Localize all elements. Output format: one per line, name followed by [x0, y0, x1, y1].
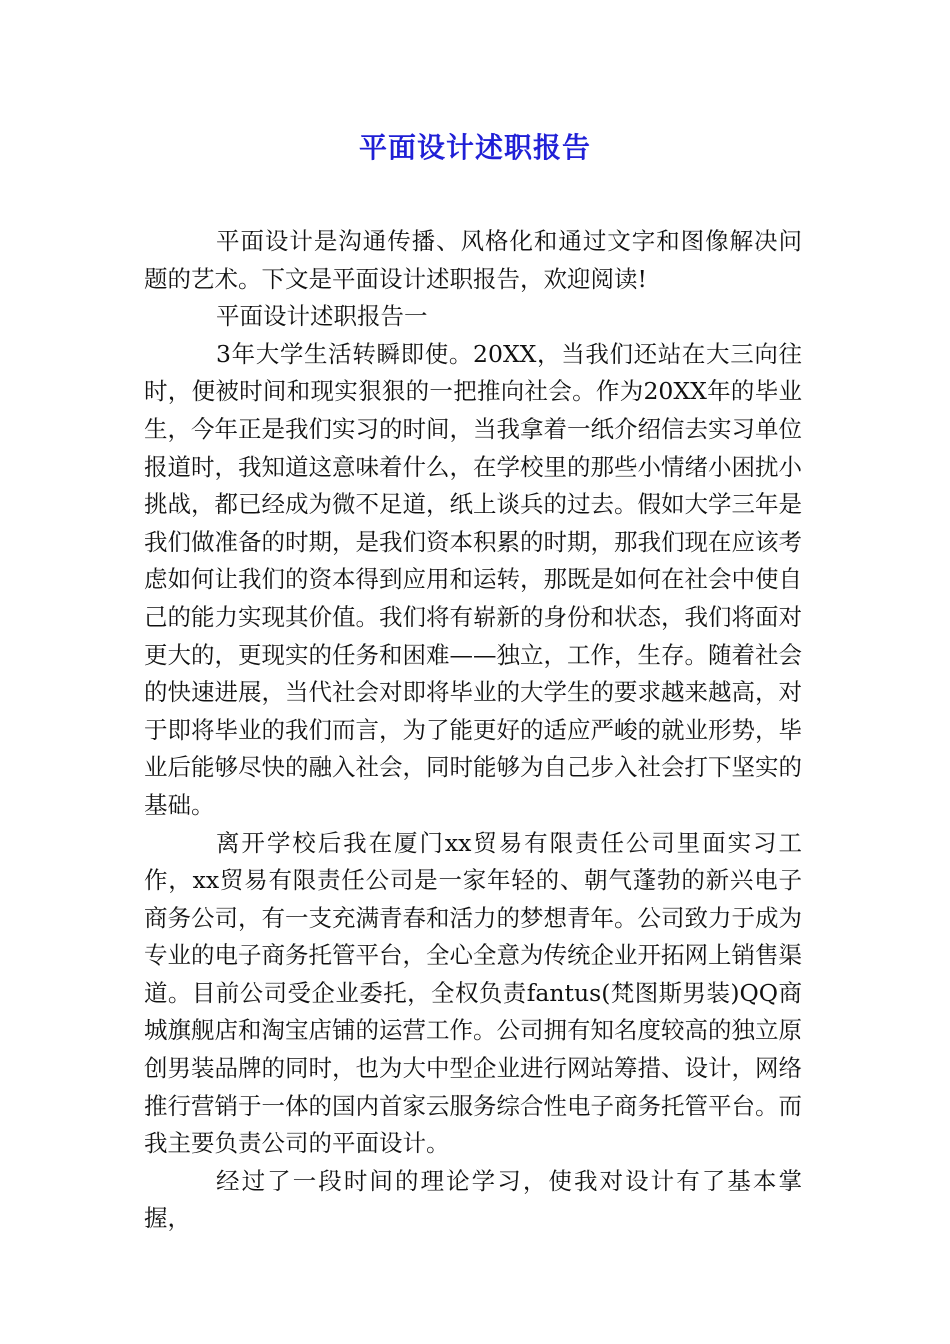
paragraph-company: 离开学校后我在厦门xx贸易有限责任公司里面实习工作，xx贸易有限责任公司是一家年轻的、朝气蓬勃的新兴电子商务公司，有一支充满青春和活力的梦想青年。公司致力于成为专业的电子商务托管平台，全心全意为传统企业开拓网上销售渠道。目前公司受企业委托，全权负责fantus(梵图斯男装)QQ商城旗舰店和淘宝店铺的运营工作。公司拥有知名度较高的独立原创男装品牌的同时，也为大中型企业进行网站筹措、设计，网络推行营销于一体的国内首家云服务综合性电子商务托管平台。而我主要负责公司的平面设计。 — [144, 828, 802, 1158]
paragraph-intro: 平面设计是沟通传播、风格化和通过文字和图像解决问题的艺术。下文是平面设计述职报告，欢迎阅读! — [144, 227, 802, 293]
paragraph-study: 经过了一段时间的理论学习，使我对设计有了基本掌握， — [144, 1166, 802, 1233]
paragraph-graduation: 3年大学生活转瞬即使。20XX，当我们还站在大三向往时，便被时间和现实狠狠的一把推向社会。作为20XX年的毕业生，今年正是我们实习的时间，当我拿着一纸介绍信去实习单位报道时，我知道这意味着什么，在学校里的那些小情绪小困扰小挑战，都已经成为微不足道，纸上谈兵的过去。假如大学三年是我们做准备的时期，是我们资本积累的时期，那我们现在应该考虑如何让我们的资本得到应用和运转，那既是如何在社会中使自己的能力实现其价值。我们将有崭新的身份和状态，我们将面对更大的，更现实的任务和困难——独立，工作，生存。随着社会的快速进展，当代社会对即将毕业的大学生的要求越来越高，对于即将毕业的我们而言，为了能更好的适应严峻的就业形势，毕业后能够尽快的融入社会，同时能够为自己步入社会打下坚实的基础。 — [144, 339, 802, 819]
document-title: 平面设计述职报告 — [358, 131, 591, 164]
section-heading: 平面设计述职报告一 — [216, 302, 428, 331]
document-body — [144, 223, 802, 1238]
